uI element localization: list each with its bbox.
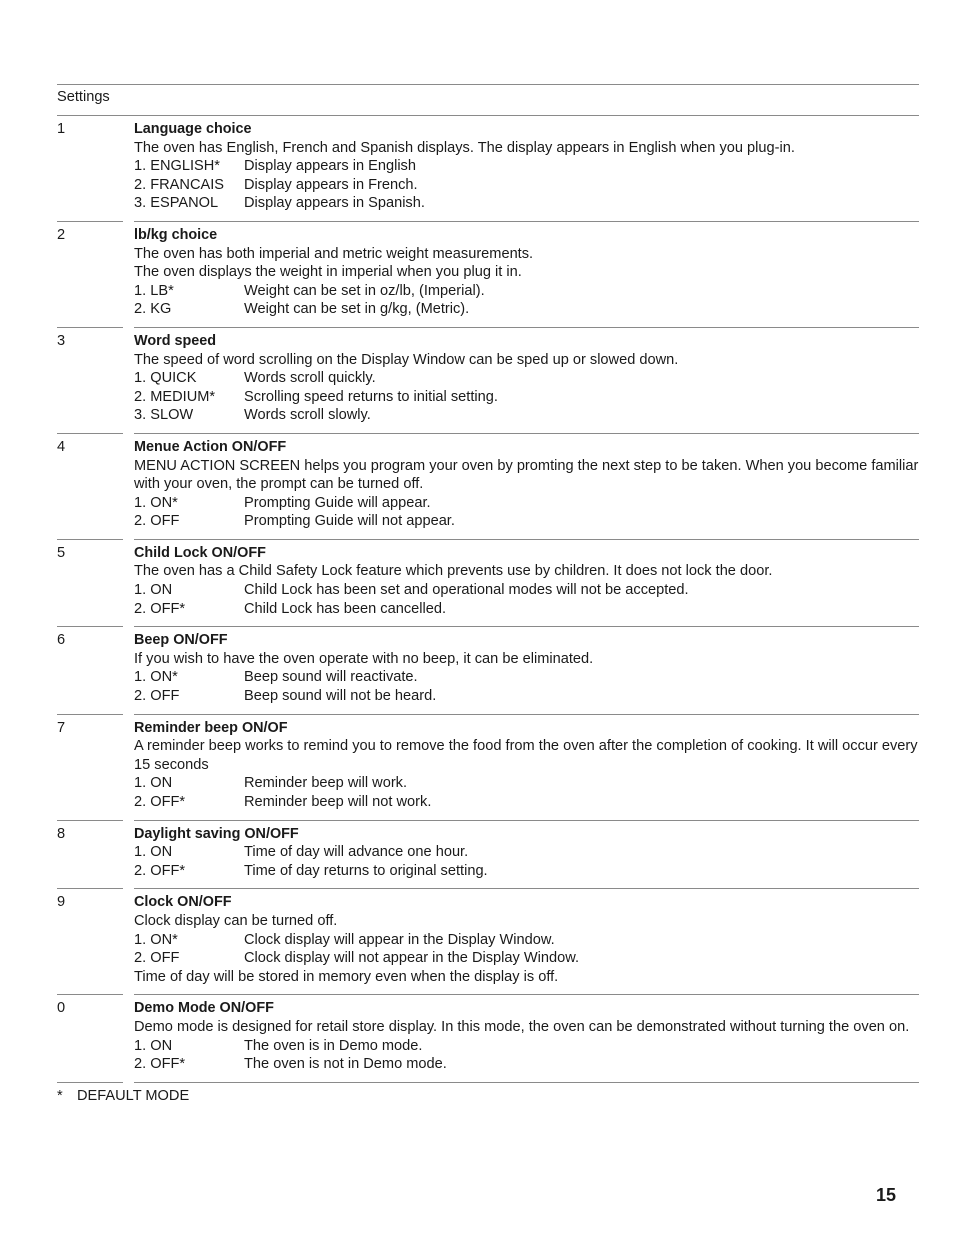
setting-option: [134, 1055, 919, 1074]
setting-description: The oven has a Child Safety Lock feature which prevents use by children. It does not lock the door.: [134, 563, 773, 580]
option-text: Child Lock has been cancelled.: [244, 600, 447, 617]
option-code: 2. FRANCAIS: [134, 176, 225, 193]
setting-option: [134, 157, 919, 176]
setting-option: [134, 300, 919, 319]
setting-content: [134, 540, 919, 627]
setting-number: 4: [57, 434, 123, 540]
setting-description: A reminder beep works to remind you to remove the food from the oven after the completion of cooking. It will occur every 15 seconds: [134, 738, 918, 773]
setting-option: [134, 388, 919, 407]
settings-table: [57, 84, 919, 1105]
setting-title: Daylight saving ON/OFF: [134, 825, 299, 842]
setting-option: [134, 581, 919, 600]
setting-title: Menue Action ON/OFF: [134, 438, 287, 455]
option-text: Beep sound will reactivate.: [244, 669, 418, 686]
setting-description: The oven has English, French and Spanish displays. The display appears in English when you plug-in.: [134, 139, 795, 156]
setting-row: [57, 540, 919, 627]
setting-number: 9: [57, 889, 123, 995]
setting-content: [134, 995, 919, 1082]
setting-number: 2: [57, 222, 123, 328]
setting-option: [134, 774, 919, 793]
option-text: Child Lock has been set and operational modes will not be accepted.: [244, 582, 689, 599]
option-code: 2. OFF*: [134, 600, 186, 617]
setting-number: 5: [57, 540, 123, 627]
setting-option: [134, 843, 919, 862]
setting-option: [134, 512, 919, 531]
setting-row: [57, 627, 919, 714]
option-code: 2. KG: [134, 301, 172, 318]
setting-description: The oven has both imperial and metric weight measurements.: [134, 245, 534, 262]
option-text: Weight can be set in oz/lb, (Imperial).: [244, 282, 485, 299]
setting-option: [134, 668, 919, 687]
setting-option: [134, 949, 919, 968]
settings-header: Settings: [57, 85, 919, 116]
setting-description: The speed of word scrolling on the Display Window can be sped up or slowed down.: [134, 351, 679, 368]
setting-option: [134, 282, 919, 301]
setting-content: [134, 222, 919, 328]
option-text: Reminder beep will not work.: [244, 794, 432, 810]
setting-description: If you wish to have the oven operate with no beep, it can be eliminated.: [134, 650, 594, 667]
setting-option: [134, 793, 919, 812]
setting-option: [134, 862, 919, 881]
option-code: 1. ON*: [134, 494, 178, 511]
setting-option: [134, 176, 919, 195]
setting-title: Reminder beep ON/OF: [134, 719, 288, 736]
option-code: 2. OFF*: [134, 1056, 186, 1073]
setting-title: Demo Mode ON/OFF: [134, 1000, 274, 1017]
option-code: 2. MEDIUM*: [134, 388, 216, 405]
option-text: Clock display will appear in the Display Window.: [244, 931, 555, 948]
option-text: Clock display will not appear in the Display Window.: [244, 950, 580, 967]
option-text: The oven is not in Demo mode.: [244, 1056, 447, 1073]
setting-content: [134, 821, 919, 890]
setting-row: [57, 222, 919, 328]
option-text: Display appears in Spanish.: [244, 195, 425, 212]
setting-option: [134, 600, 919, 619]
option-code: 2. OFF*: [134, 794, 186, 810]
option-code: 1. ON: [134, 844, 173, 861]
option-code: 1. ON: [134, 582, 173, 599]
setting-number: 6: [57, 627, 123, 714]
setting-row: [57, 715, 919, 821]
setting-note: Time of day will be stored in memory even when the display is off.: [134, 968, 559, 985]
setting-number: 0: [57, 995, 123, 1082]
option-code: 2. OFF: [134, 950, 180, 967]
setting-description: The oven displays the weight in imperial when you plug it in.: [134, 264, 522, 281]
setting-content: [134, 116, 919, 222]
option-code: 3. SLOW: [134, 407, 194, 424]
option-text: Display appears in French.: [244, 176, 418, 193]
setting-number: 1: [57, 116, 123, 222]
setting-description: Demo mode is designed for retail store display. In this mode, the oven can be demonstrated without turning the oven on.: [134, 1018, 910, 1035]
settings-rows: [57, 116, 919, 1083]
option-code: 1. LB*: [134, 282, 174, 299]
setting-option: [134, 1037, 919, 1056]
option-text: Scrolling speed returns to initial setting.: [244, 388, 498, 405]
setting-row: [57, 889, 919, 995]
setting-title: Beep ON/OFF: [134, 632, 228, 649]
setting-row: [57, 328, 919, 434]
footnote: [57, 1087, 919, 1106]
setting-row: [57, 821, 919, 890]
option-code: 1. ON: [134, 775, 173, 792]
setting-title: Child Lock ON/OFF: [134, 544, 266, 561]
setting-row: [57, 434, 919, 540]
option-code: 2. OFF*: [134, 862, 186, 879]
option-text: Words scroll quickly.: [244, 370, 376, 387]
setting-row: [57, 995, 919, 1082]
option-code: 1. QUICK: [134, 370, 197, 387]
option-code: 1. ON: [134, 1037, 173, 1054]
setting-option: [134, 931, 919, 950]
setting-option: [134, 194, 919, 213]
setting-content: [134, 627, 919, 714]
setting-number: 3: [57, 328, 123, 434]
footnote-text: DEFAULT MODE: [77, 1087, 190, 1104]
option-text: Reminder beep will work.: [244, 775, 408, 792]
setting-title: lb/kg choice: [134, 226, 218, 243]
option-text: Time of day returns to original setting.: [244, 862, 488, 879]
option-text: Beep sound will not be heard.: [244, 688, 437, 705]
setting-content: [134, 889, 919, 995]
option-text: Words scroll slowly.: [244, 407, 371, 424]
setting-description: Clock display can be turned off.: [134, 912, 338, 929]
option-text: Display appears in English: [244, 158, 416, 175]
option-text: Weight can be set in g/kg, (Metric).: [244, 301, 470, 318]
option-text: Time of day will advance one hour.: [244, 844, 469, 861]
setting-row: [57, 116, 919, 222]
option-code: 1. ENGLISH*: [134, 158, 220, 175]
setting-title: Clock ON/OFF: [134, 894, 232, 911]
option-code: 1. ON*: [134, 669, 178, 686]
setting-title: Language choice: [134, 121, 252, 137]
option-code: 1. ON*: [134, 931, 178, 948]
setting-number: 7: [57, 715, 123, 821]
page-number: 15: [876, 1185, 897, 1205]
setting-description: MENU ACTION SCREEN helps you program your oven by promting the next step to be taken. When you become familiar with your oven, the prompt can be turned off.: [134, 457, 919, 493]
option-text: Prompting Guide will appear.: [244, 494, 431, 511]
setting-option: [134, 406, 919, 425]
setting-number: 8: [57, 821, 123, 890]
footnote-marker: *: [57, 1087, 63, 1104]
setting-content: [134, 434, 919, 540]
option-code: 2. OFF: [134, 688, 180, 705]
setting-option: [134, 687, 919, 706]
option-code: 2. OFF: [134, 513, 180, 530]
setting-content: [134, 328, 919, 434]
option-text: The oven is in Demo mode.: [244, 1037, 423, 1054]
setting-content: [134, 715, 919, 821]
setting-title: Word speed: [134, 332, 217, 349]
setting-option: [134, 369, 919, 388]
setting-option: [134, 494, 919, 513]
option-text: Prompting Guide will not appear.: [244, 513, 455, 530]
option-code: 3. ESPANOL: [134, 195, 219, 212]
